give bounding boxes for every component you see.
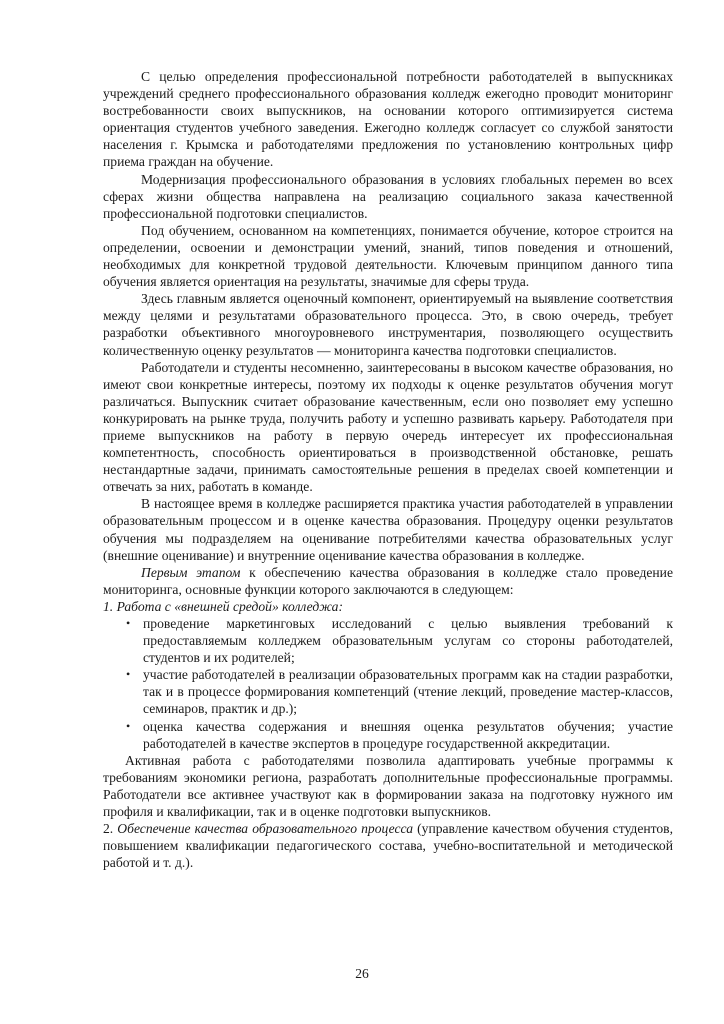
section-heading-external: 1. Работа с «внешней средой» колледжа: bbox=[103, 598, 343, 614]
paragraph-evaluation-component: Здесь главным является оценочный компонент, ориентируемый на выявление соответствия между целями и результатами образовательного процесса. Это, в свою очередь, требует разработки объективного многоуровневого инструментария, позволяющего осуществить количественную оценку результатов — мониторинга качества подготовки специалистов. bbox=[103, 291, 673, 358]
bullet-icon: • bbox=[126, 718, 131, 733]
paragraph-first-stage bbox=[103, 564, 673, 598]
bullet-list bbox=[103, 615, 673, 752]
bullet-icon: • bbox=[126, 667, 131, 682]
first-stage-text: к обеспечению качества образования в колледже стало проведение мониторинга, основные функции которого заключаются в следующем: bbox=[103, 564, 673, 597]
paragraph-modernization: Модернизация профессионального образования в условиях глобальных перемен во всех сферах жизни общества направлена на реализацию социального заказа качественной профессиональной подготовки специалистов. bbox=[103, 171, 673, 221]
paragraph-monitoring: С целью определения профессиональной потребности работодателей в выпускниках учреждений среднего профессионального образования колледж ежегодно проводит мониторинг востребованности своих выпускников, на основании которого оптимизируется система ориентация студентов учебного заведения. Ежегодно колледж согласует со службой занятости населения г. Крымска и работодателями предложения по установлению контрольных цифр приема граждан на обучение. bbox=[103, 69, 673, 170]
list-item bbox=[126, 666, 673, 717]
paragraph-competency-learning: Под обучением, основанном на компетенциях, понимается обучение, которое строится на определении, освоении и демонстрации умений, знаний, типов поведения и отношений, необходимых для конкретной трудовой деятельности. Ключевым принципом данного типа обучения является ориентация на результаты, значимые для сферы труда. bbox=[103, 222, 673, 290]
list-item-text: проведение маркетинговых исследований с целью выявления требований к предоставляемым колледжем образовательным услугам со стороны работодателей, студентов и их родителей; bbox=[143, 616, 673, 666]
page-number: 26 bbox=[355, 966, 369, 981]
list-item bbox=[126, 718, 673, 752]
paragraph-employers-students: Работодатели и студенты несомненно, заинтересованы в высоком качестве образования, но имеют свои конкретные интересы, поэтому их подходы к оценке результатов обучения могут различаться. Выпускник считает образование качественным, если оно позволяет ему успешно конкурировать на рынке труда, получить работу и успешно развивать карьеру. Работодателя при приеме выпускников на работу в первую очередь интересует их профессиональная компетентность, способность ориентироваться в производственной обстановке, решать нестандартные задачи, принимать самостоятельные решения в пределах своей компетенции и отвечать за них, работать в команде. bbox=[103, 359, 673, 495]
first-stage-emphasis: Первым этапом bbox=[141, 564, 241, 580]
list-item-text: участие работодателей в реализации образовательных программ как на стадии разработки, так и в процессе формирования компетенций (чтение лекций, проведение мастер-классов, семинаров, практик и др.); bbox=[143, 667, 673, 717]
quality-assurance-text: (управление качеством обучения студентов, повышением квалификации педагогического состава, учебно-воспитательной и методической работой и т. д.). bbox=[103, 821, 674, 871]
list-item-text: оценка качества содержания и внешняя оценка результатов обучения; участие работодателей в качестве экспертов в процедуре государственной аккредитации. bbox=[143, 718, 673, 751]
quality-assurance-emphasis: Обеспечение качества образовательного процесса bbox=[117, 821, 414, 837]
paragraph-employer-participation: В настоящее время в колледже расширяется практика участия работодателей в управлении образовательным процессом и в оценке качества образования. Процедуру оценки результатов обучения мы подразделяем на оценивание потребителями качества образовательных услуг (внешние оценивание) и внутренние оценивание качества образования в колледже. bbox=[103, 496, 673, 563]
document-page bbox=[103, 68, 673, 871]
bullet-icon: • bbox=[126, 616, 131, 630]
list-item bbox=[126, 615, 673, 666]
paragraph-active-work: Активная работа с работодателями позволила адаптировать учебные программы к требованиям экономики региона, разработать дополнительные профессиональные программы. Работодатели все активнее участвуют как в формировании заказа на подготовку нужного им профиля и квалификации, так и в оценке подготовки выпускников. bbox=[103, 752, 673, 820]
quality-assurance-number: 2. bbox=[103, 821, 118, 837]
paragraph-quality-assurance bbox=[103, 820, 673, 871]
